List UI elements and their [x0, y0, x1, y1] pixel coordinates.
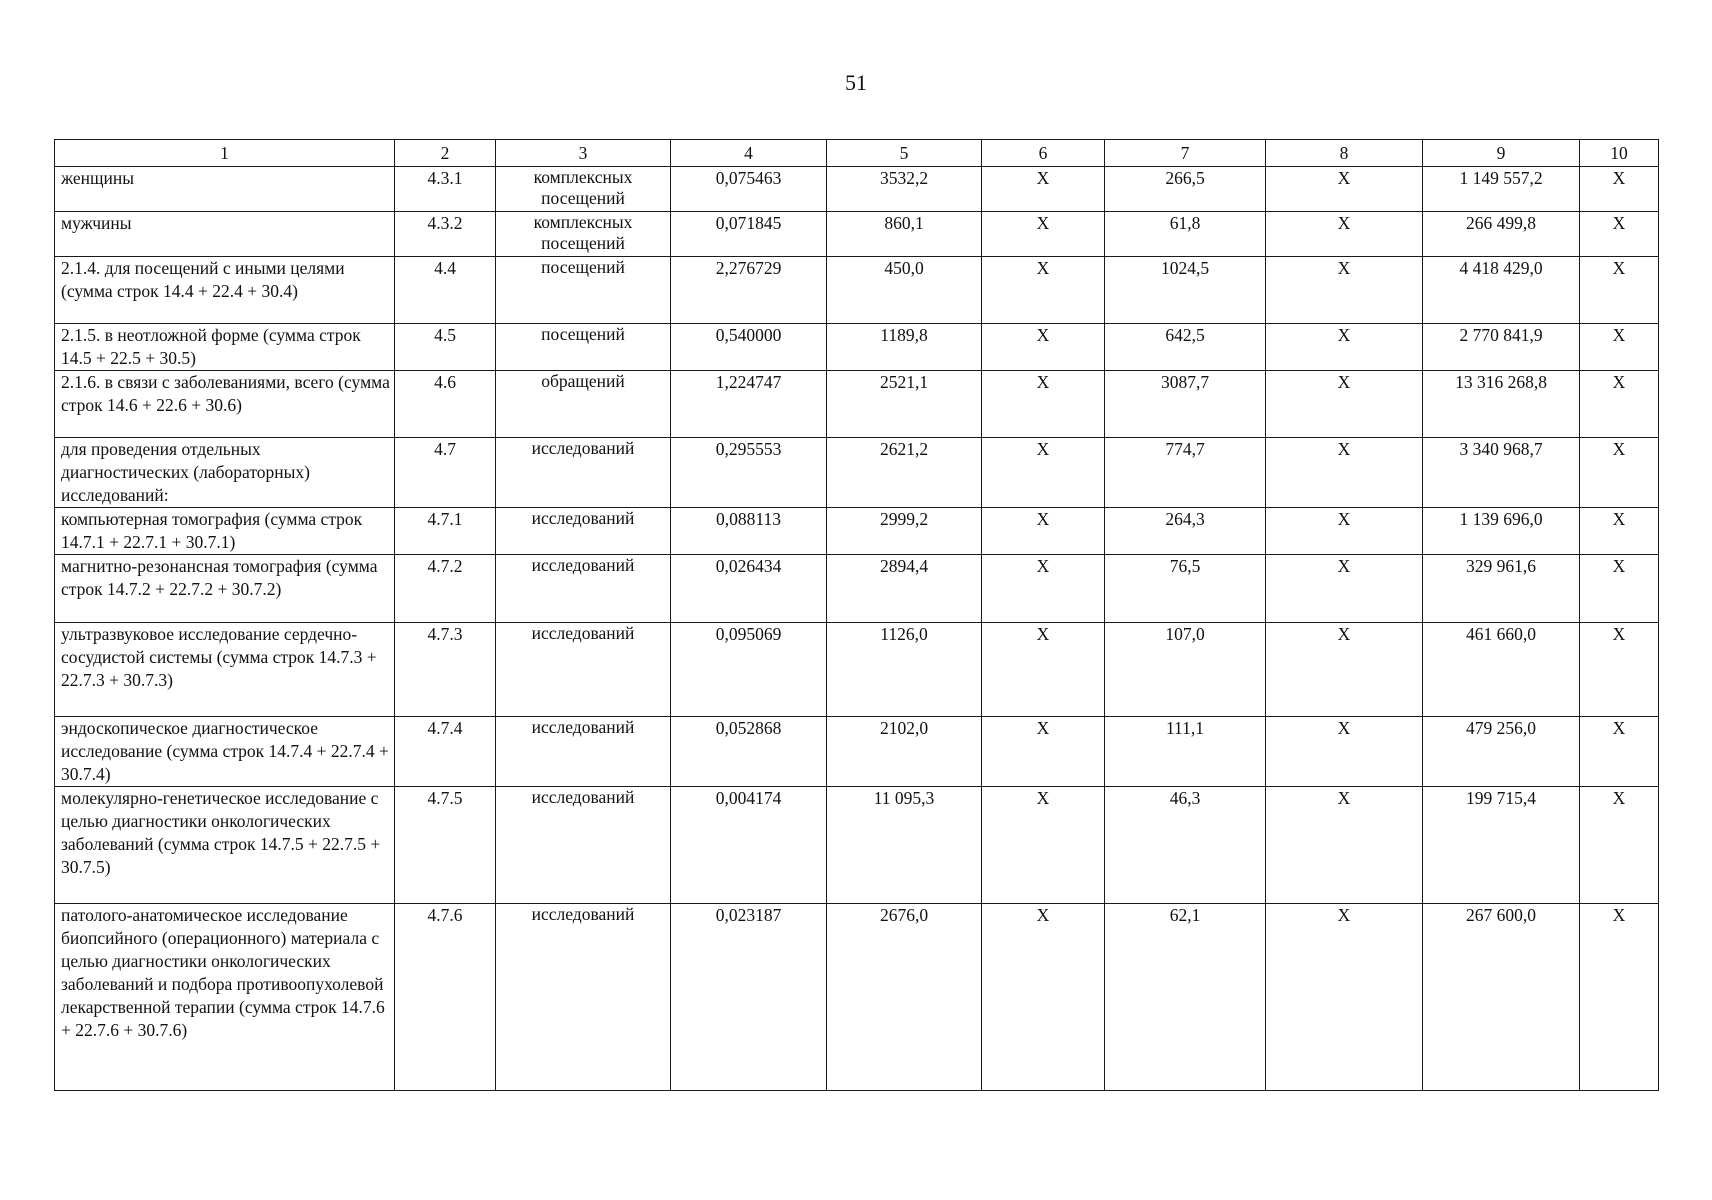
col-8-value: X [1266, 371, 1423, 438]
table-row [55, 212, 1659, 257]
header-cell: 3 [496, 140, 671, 167]
row-label: молекулярно-генетическое исследование с целью диагностики онкологических заболеваний (сумма строк 14.7.5 + 22.7.5 + 30.7.5) [55, 787, 395, 904]
col-7-value: 76,5 [1105, 555, 1266, 623]
col-7-value: 62,1 [1105, 904, 1266, 1091]
col-7-value: 264,3 [1105, 508, 1266, 555]
col-9-value: 3 340 968,7 [1423, 438, 1580, 508]
col-5-value: 2102,0 [827, 717, 982, 787]
col-4-value: 2,276729 [671, 257, 827, 324]
data-table [54, 139, 1659, 1091]
table-row [55, 257, 1659, 324]
header-cell: 9 [1423, 140, 1580, 167]
col-9-value: 479 256,0 [1423, 717, 1580, 787]
col-8-value: X [1266, 787, 1423, 904]
col-4-value: 0,295553 [671, 438, 827, 508]
row-code: 4.3.2 [395, 212, 496, 257]
table-row [55, 717, 1659, 787]
col-4-value: 0,095069 [671, 623, 827, 717]
col-10-value: X [1580, 167, 1659, 212]
col-10-value: X [1580, 555, 1659, 623]
col-10-value: X [1580, 438, 1659, 508]
col-7-value: 642,5 [1105, 324, 1266, 371]
row-code: 4.6 [395, 371, 496, 438]
table-header-row [55, 140, 1659, 167]
col-6-value: X [982, 508, 1105, 555]
col-10-value: X [1580, 257, 1659, 324]
row-code: 4.7 [395, 438, 496, 508]
row-label: эндоскопическое диагностическое исследование (сумма строк 14.7.4 + 22.7.4 + 30.7.4) [55, 717, 395, 787]
header-cell: 10 [1580, 140, 1659, 167]
col-6-value: X [982, 212, 1105, 257]
header-cell: 2 [395, 140, 496, 167]
col-10-value: X [1580, 717, 1659, 787]
header-cell: 5 [827, 140, 982, 167]
col-9-value: 266 499,8 [1423, 212, 1580, 257]
unit: исследований [496, 508, 671, 555]
col-8-value: X [1266, 212, 1423, 257]
row-code: 4.7.5 [395, 787, 496, 904]
col-4-value: 0,004174 [671, 787, 827, 904]
table-body [55, 140, 1659, 1091]
col-9-value: 2 770 841,9 [1423, 324, 1580, 371]
col-6-value: X [982, 904, 1105, 1091]
row-label: компьютерная томография (сумма строк 14.7.1 + 22.7.1 + 30.7.1) [55, 508, 395, 555]
col-7-value: 46,3 [1105, 787, 1266, 904]
col-8-value: X [1266, 257, 1423, 324]
col-5-value: 2621,2 [827, 438, 982, 508]
row-label: для проведения отдельных диагностических (лабораторных) исследований: [55, 438, 395, 508]
table-row [55, 167, 1659, 212]
col-8-value: X [1266, 623, 1423, 717]
col-10-value: X [1580, 324, 1659, 371]
table-row [55, 371, 1659, 438]
row-label: женщины [55, 167, 395, 212]
col-8-value: X [1266, 717, 1423, 787]
col-9-value: 1 139 696,0 [1423, 508, 1580, 555]
col-5-value: 2999,2 [827, 508, 982, 555]
unit: исследований [496, 555, 671, 623]
table-row [55, 623, 1659, 717]
col-9-value: 1 149 557,2 [1423, 167, 1580, 212]
col-6-value: X [982, 787, 1105, 904]
col-6-value: X [982, 167, 1105, 212]
col-4-value: 0,026434 [671, 555, 827, 623]
page-number: 51 [845, 70, 867, 95]
unit: комплексных посещений [496, 167, 671, 212]
col-9-value: 13 316 268,8 [1423, 371, 1580, 438]
header-cell: 8 [1266, 140, 1423, 167]
unit: исследований [496, 904, 671, 1091]
unit: исследований [496, 717, 671, 787]
col-9-value: 329 961,6 [1423, 555, 1580, 623]
table-row [55, 508, 1659, 555]
row-code: 4.7.6 [395, 904, 496, 1091]
col-8-value: X [1266, 324, 1423, 371]
row-label: ультразвуковое исследование сердечно-сосудистой системы (сумма строк 14.7.3 + 22.7.3 + 30.7.3) [55, 623, 395, 717]
table-row [55, 904, 1659, 1091]
col-7-value: 1024,5 [1105, 257, 1266, 324]
unit: исследований [496, 623, 671, 717]
col-9-value: 4 418 429,0 [1423, 257, 1580, 324]
col-5-value: 11 095,3 [827, 787, 982, 904]
table-row [55, 438, 1659, 508]
col-4-value: 1,224747 [671, 371, 827, 438]
row-label: магнитно-резонансная томография (сумма строк 14.7.2 + 22.7.2 + 30.7.2) [55, 555, 395, 623]
col-9-value: 199 715,4 [1423, 787, 1580, 904]
col-5-value: 1189,8 [827, 324, 982, 371]
col-5-value: 1126,0 [827, 623, 982, 717]
col-4-value: 0,071845 [671, 212, 827, 257]
col-6-value: X [982, 555, 1105, 623]
col-5-value: 2676,0 [827, 904, 982, 1091]
col-7-value: 774,7 [1105, 438, 1266, 508]
header-cell: 4 [671, 140, 827, 167]
row-code: 4.5 [395, 324, 496, 371]
unit: обращений [496, 371, 671, 438]
col-7-value: 266,5 [1105, 167, 1266, 212]
col-9-value: 461 660,0 [1423, 623, 1580, 717]
col-6-value: X [982, 324, 1105, 371]
col-8-value: X [1266, 555, 1423, 623]
unit: посещений [496, 324, 671, 371]
col-8-value: X [1266, 438, 1423, 508]
col-8-value: X [1266, 167, 1423, 212]
col-4-value: 0,088113 [671, 508, 827, 555]
row-code: 4.3.1 [395, 167, 496, 212]
col-4-value: 0,540000 [671, 324, 827, 371]
header-cell: 7 [1105, 140, 1266, 167]
row-label: патолого-анатомическое исследование биопсийного (операционного) материала с целью диагностики онкологических заболеваний и подбора противоопухолевой лекарственной терапии (сумма строк 14.7.6 + 22.7.6 + 30.7.6) [55, 904, 395, 1091]
col-5-value: 450,0 [827, 257, 982, 324]
col-5-value: 3532,2 [827, 167, 982, 212]
col-7-value: 61,8 [1105, 212, 1266, 257]
col-4-value: 0,023187 [671, 904, 827, 1091]
col-8-value: X [1266, 904, 1423, 1091]
col-7-value: 107,0 [1105, 623, 1266, 717]
col-10-value: X [1580, 508, 1659, 555]
row-code: 4.7.1 [395, 508, 496, 555]
col-7-value: 3087,7 [1105, 371, 1266, 438]
col-4-value: 0,075463 [671, 167, 827, 212]
col-10-value: X [1580, 904, 1659, 1091]
col-10-value: X [1580, 623, 1659, 717]
col-8-value: X [1266, 508, 1423, 555]
col-5-value: 860,1 [827, 212, 982, 257]
col-5-value: 2894,4 [827, 555, 982, 623]
col-6-value: X [982, 717, 1105, 787]
col-6-value: X [982, 257, 1105, 324]
unit: исследований [496, 787, 671, 904]
col-10-value: X [1580, 787, 1659, 904]
table-row [55, 555, 1659, 623]
header-cell: 1 [55, 140, 395, 167]
row-code: 4.7.2 [395, 555, 496, 623]
row-code: 4.7.3 [395, 623, 496, 717]
table-row [55, 324, 1659, 371]
row-label: 2.1.4. для посещений с иными целями (сумма строк 14.4 + 22.4 + 30.4) [55, 257, 395, 324]
col-5-value: 2521,1 [827, 371, 982, 438]
unit: комплексных посещений [496, 212, 671, 257]
col-4-value: 0,052868 [671, 717, 827, 787]
col-6-value: X [982, 371, 1105, 438]
row-code: 4.4 [395, 257, 496, 324]
header-cell: 6 [982, 140, 1105, 167]
unit: посещений [496, 257, 671, 324]
col-10-value: X [1580, 212, 1659, 257]
row-label: мужчины [55, 212, 395, 257]
row-label: 2.1.6. в связи с заболеваниями, всего (сумма строк 14.6 + 22.6 + 30.6) [55, 371, 395, 438]
unit: исследований [496, 438, 671, 508]
col-6-value: X [982, 438, 1105, 508]
col-9-value: 267 600,0 [1423, 904, 1580, 1091]
table-row [55, 787, 1659, 904]
row-code: 4.7.4 [395, 717, 496, 787]
col-7-value: 111,1 [1105, 717, 1266, 787]
col-6-value: X [982, 623, 1105, 717]
row-label: 2.1.5. в неотложной форме (сумма строк 14.5 + 22.5 + 30.5) [55, 324, 395, 371]
col-10-value: X [1580, 371, 1659, 438]
